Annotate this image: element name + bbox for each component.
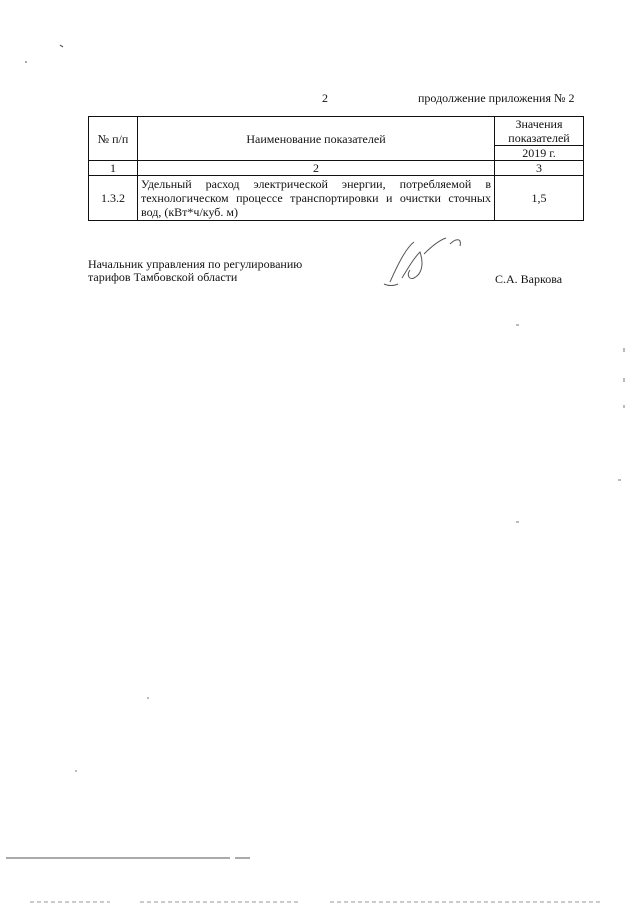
row-num: 1.3.2 — [89, 176, 138, 221]
row-name: Удельный расход электрической энергии, потребляемой в технологическом процессе транспортировки и очистки сточных вод, (кВт*ч/куб. м) — [138, 176, 495, 221]
index-cell-3: 3 — [495, 161, 584, 176]
header-name: Наименование показателей — [138, 117, 495, 161]
row-value: 1,5 — [495, 176, 584, 221]
continuation-label: продолжение приложения № 2 — [418, 91, 575, 105]
position-line-2: тарифов Тамбовской области — [88, 270, 238, 284]
index-cell-1: 1 — [89, 161, 138, 176]
index-cell-2: 2 — [138, 161, 495, 176]
header-year: 2019 г. — [495, 146, 584, 161]
page-number: 2 — [322, 91, 328, 105]
signer-name: С.А. Варкова — [495, 272, 563, 286]
position-line-1: Начальник управления по регулированию — [88, 257, 303, 271]
header-num: № п/п — [89, 117, 138, 161]
header-values: Значения показателей — [495, 117, 584, 146]
